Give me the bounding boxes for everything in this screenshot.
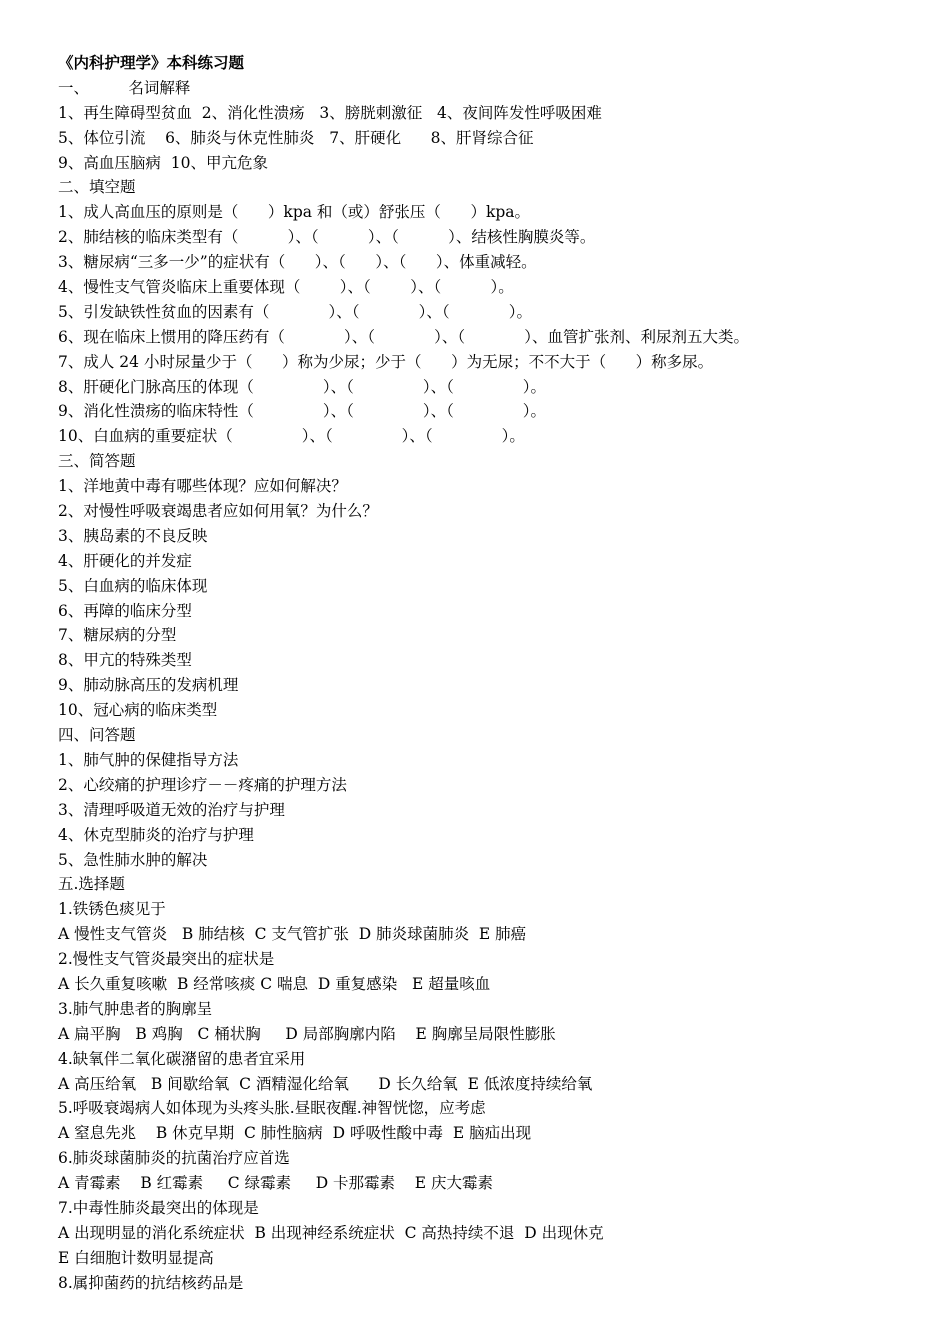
text-line: 3、糖尿病“三多一少”的症状有（ ）、（ ）、（ ）、体重减轻。 xyxy=(58,253,537,272)
text-line: 1、再生障碍型贫血 2、消化性溃疡 3、膀胱刺激征 4、夜间阵发性呼吸困难 xyxy=(58,103,602,122)
text-line: 二、填空题 xyxy=(58,178,136,197)
text-line: 3、胰岛素的不良反映 xyxy=(58,526,208,545)
text-line: A 长久重复咳嗽 B 经常咳痰 C 喘息 D 重复感染 E 超量咳血 xyxy=(58,974,491,993)
text-line: 10、白血病的重要症状（ ）、（ ）、（ ）。 xyxy=(58,427,525,446)
text-line: 三、简答题 xyxy=(58,452,136,471)
text-line: 3、清理呼吸道无效的治疗与护理 xyxy=(58,800,285,819)
text-line: 4、肝硬化的并发症 xyxy=(58,551,192,570)
document-title: 《内科护理学》本科练习题 xyxy=(58,53,245,72)
text-line: 2.慢性支气管炎最突出的症状是 xyxy=(58,950,275,969)
text-line: A 出现明显的消化系统症状 B 出现神经系统症状 C 高热持续不退 D 出现休克 xyxy=(58,1223,604,1242)
text-line: A 高压给氧 B 间歇给氧 C 酒精湿化给氧 D 长久给氧 E 低浓度持续给氧 xyxy=(58,1074,593,1093)
text-line: 6、再障的临床分型 xyxy=(58,601,192,620)
text-line: 7、糖尿病的分型 xyxy=(58,626,177,645)
text-line: A 窒息先兆 B 休克早期 C 肺性脑病 D 呼吸性酸中毒 E 脑疝出现 xyxy=(58,1124,532,1143)
text-line: 5、急性肺水肿的解决 xyxy=(58,850,208,869)
text-line: 8、肝硬化门脉高压的体现（ ）、（ ）、（ ）。 xyxy=(58,377,547,396)
document-page xyxy=(58,51,918,1296)
text-line: E 白细胞计数明显提高 xyxy=(58,1248,214,1267)
text-line: 7、成人 24 小时尿量少于（ ）称为少尿；少于（ ）为无尿；不不大于（ ）称多尿。 xyxy=(58,352,714,371)
text-line: 5.呼吸衰竭病人如体现为头疼头胀.昼眠夜醒.神智恍惚，应考虑 xyxy=(58,1099,486,1118)
text-line: 5、体位引流 6、肺炎与休克性肺炎 7、肝硬化 8、肝肾综合征 xyxy=(58,128,534,147)
text-line: 一、 名词解释 xyxy=(58,78,191,97)
text-line: 1.铁锈色痰见于 xyxy=(58,900,166,919)
text-line: A 扁平胸 B 鸡胸 C 桶状胸 D 局部胸廓内陷 E 胸廓呈局限性膨胀 xyxy=(58,1024,556,1043)
text-line: 9、肺动脉高压的发病机理 xyxy=(58,676,239,695)
text-line: 8、甲亢的特殊类型 xyxy=(58,651,192,670)
text-line: 五.选择题 xyxy=(58,875,125,894)
text-line: 6、现在临床上惯用的降压药有（ ）、（ ）、（ ）、血管扩张剂、利尿剂五大类。 xyxy=(58,327,749,346)
text-line: 9、高血压脑病 10、甲亢危象 xyxy=(58,153,268,172)
text-line: 2、肺结核的临床类型有（ ）、（ ）、（ ）、结核性胸膜炎等。 xyxy=(58,228,596,247)
text-line: 4.缺氧伴二氧化碳潴留的患者宜采用 xyxy=(58,1049,306,1068)
text-line: 3.肺气肿患者的胸廓呈 xyxy=(58,999,213,1018)
text-line: 4、慢性支气管炎临床上重要体现（ ）、（ ）、（ ）。 xyxy=(58,278,514,297)
text-line: 1、洋地黄中毒有哪些体现？应如何解决？ xyxy=(58,477,347,496)
text-line: 4、休克型肺炎的治疗与护理 xyxy=(58,825,254,844)
text-line: 10、冠心病的临床类型 xyxy=(58,701,218,720)
text-line: 8.属抑菌药的抗结核药品是 xyxy=(58,1273,244,1292)
text-line: A 慢性支气管炎 B 肺结核 C 支气管扩张 D 肺炎球菌肺炎 E 肺癌 xyxy=(58,925,527,944)
text-line: 7.中毒性肺炎最突出的体现是 xyxy=(58,1198,259,1217)
text-line: 1、肺气肿的保健指导方法 xyxy=(58,750,239,769)
text-line: 2、心绞痛的护理诊疗－－疼痛的护理方法 xyxy=(58,775,347,794)
document-body xyxy=(58,76,918,1296)
text-line: A 青霉素 B 红霉素 C 绿霉素 D 卡那霉素 E 庆大霉素 xyxy=(58,1174,494,1193)
text-line: 四、问答题 xyxy=(58,726,136,745)
text-line: 5、引发缺铁性贫血的因素有（ ）、（ ）、（ ）。 xyxy=(58,302,532,321)
text-line: 2、对慢性呼吸衰竭患者应如何用氧？为什么？ xyxy=(58,502,378,521)
text-line: 9、消化性溃疡的临床特性（ ）、（ ）、（ ）。 xyxy=(58,402,547,421)
text-line: 1、成人高血压的原则是（ ）kpa 和（或）舒张压（ ）kpa。 xyxy=(58,203,531,222)
text-line: 6.肺炎球菌肺炎的抗菌治疗应首选 xyxy=(58,1149,290,1168)
text-line: 5、白血病的临床体现 xyxy=(58,576,208,595)
